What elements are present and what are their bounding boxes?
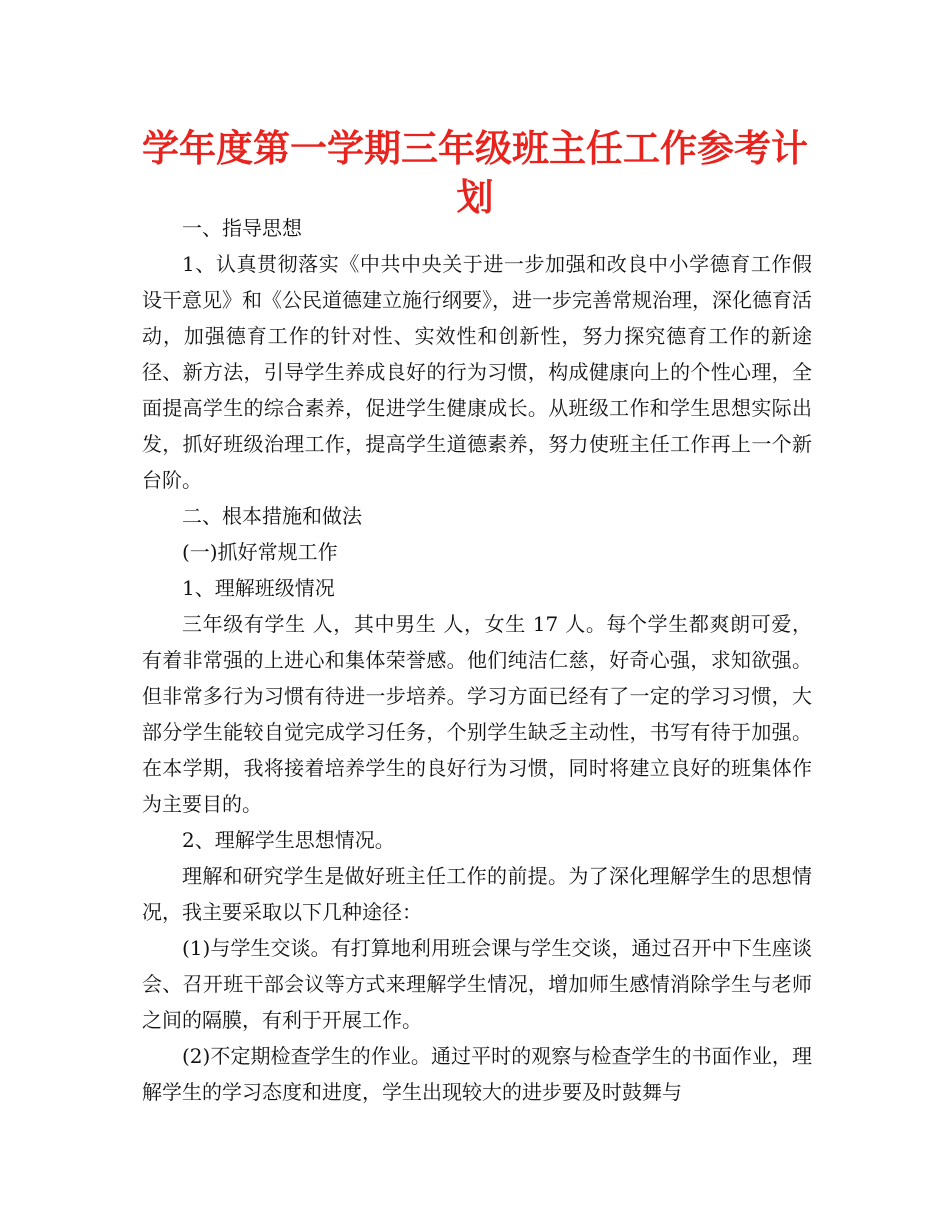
- section-heading: 二、根本措施和做法: [182, 504, 362, 528]
- paragraph: 理解和研究学生是做好班主任工作的前提。为了深化理解学生的思想情况，我主要采取以下几种途径：: [142, 864, 812, 924]
- item-heading: 2、理解学生思想情况。: [182, 828, 395, 852]
- paragraph: (2)不定期检查学生的作业。通过平时的观察与检查学生的书面作业，理解学生的学习态度和进度，学生出现较大的进步要及时鼓舞与: [142, 1044, 812, 1104]
- paragraph: 1、认真贯彻落实《中共中央关于进一步加强和改良中小学德育工作假设干意见》和《公民道德建立施行纲要》，进一步完善常规治理，深化德育活动，加强德育工作的针对性、实效性和创新性，努力探究德育工作的新途径、新方法，引导学生养成良好的行为习惯，构成健康向上的个性心理，全面提高学生的综合素养，促进学生健康成长。从班级工作和学生思想实际出发，抓好班级治理工作，提高学生道德素养，努力使班主任工作再上一个新台阶。: [142, 252, 812, 492]
- subsection-heading: (一)抓好常规工作: [182, 540, 338, 564]
- paragraph: 三年级有学生 人，其中男生 人，女生 17 人。每个学生都爽朗可爱，有着非常强的上进心和集体荣誉感。他们纯洁仁慈，好奇心强，求知欲强。但非常多行为习惯有待进一步培养。学习方面已经有了一定的学习习惯，大部分学生能较自觉完成学习任务，个别学生缺乏主动性，书写有待于加强。在本学期，我将接着培养学生的良好行为习惯，同时将建立良好的班集体作为主要目的。: [142, 612, 812, 816]
- item-heading: 1、理解班级情况: [182, 576, 335, 600]
- document-title: 学年度第一学期三年级班主任工作参考计划: [142, 127, 808, 219]
- document-body: [142, 210, 812, 1110]
- paragraph: (1)与学生交谈。有打算地利用班会课与学生交谈，通过召开中下生座谈会、召开班干部会议等方式来理解学生情况，增加师生感情消除学生与老师之间的隔膜，有利于开展工作。: [142, 936, 812, 1032]
- section-heading: 一、指导思想: [182, 216, 302, 240]
